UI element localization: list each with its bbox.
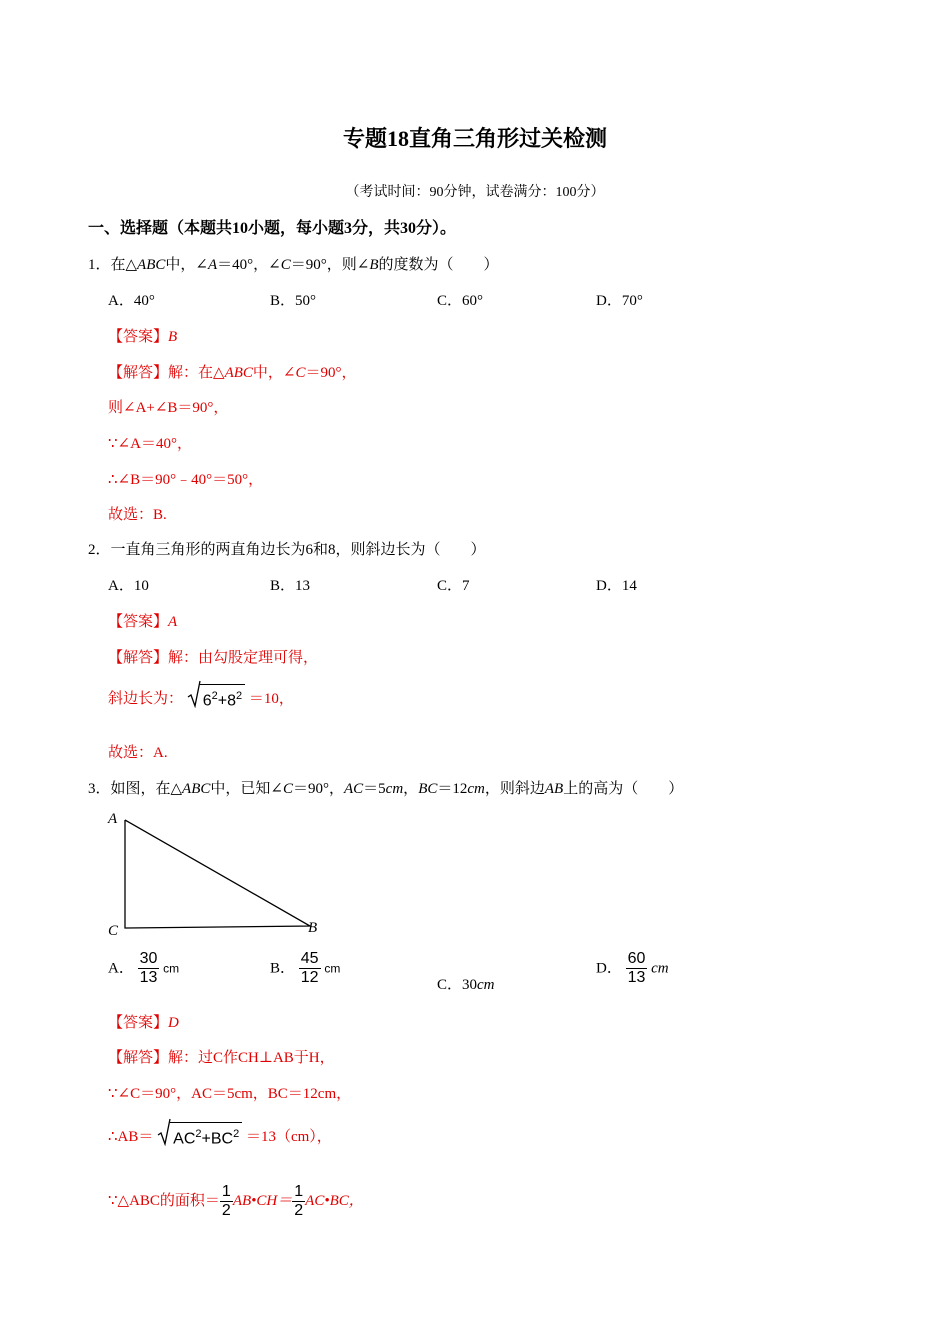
q1-option-c: C．60°	[437, 293, 484, 309]
vertex-c-label: C	[108, 923, 119, 939]
fraction: $\frac{30}{13}$	[139, 950, 158, 987]
q2-answer: 【答案】A	[108, 614, 178, 630]
q1-solution-line-2: 则∠A+∠B＝90°，	[108, 400, 229, 416]
q1-option-a: A．40°	[108, 293, 155, 309]
vertex-b-label: B	[308, 920, 318, 936]
q3-solution-line-2: ∵∠C＝90°，AC＝5cm，BC＝12cm，	[108, 1086, 352, 1102]
q3-solution-line-4: ∵△ABC的面积＝ $\frac{1}{2}$ AB•CH＝ $\frac{1}{2}$ AC•BC，	[108, 1183, 364, 1220]
q1-option-b: B．50°	[270, 293, 317, 309]
q3-answer: 【答案】D	[108, 1015, 179, 1031]
q1-option-d: D．70°	[596, 293, 643, 309]
q2-option-d: D．14	[596, 578, 637, 594]
q1-solution-line-5: 故选：B.	[108, 507, 167, 523]
vertex-a-label: A	[108, 811, 118, 827]
q2-solution-line-3: 故选：A.	[108, 745, 168, 761]
q1-solution-line-1: 【解答】解：在△ABC中，∠C＝90°，	[108, 365, 357, 381]
question-3-stem: 3．如图，在△ABC中，已知∠C＝90°，AC＝5cm，BC＝12cm，则斜边AB上的高为（ ）	[88, 781, 684, 797]
fraction: $\frac{60}{13}$	[627, 950, 646, 987]
fraction: $\frac{45}{12}$	[300, 950, 319, 987]
q2-solution-line-1: 【解答】解：由勾股定理可得，	[108, 650, 319, 666]
q1-answer: 【答案】B	[108, 329, 178, 345]
sqrt-expression: $AC^2+BC^2$	[157, 1122, 242, 1153]
fraction-half: $\frac{1}{2}$	[221, 1183, 231, 1220]
q1-solution-line-3: ∵∠A＝40°，	[108, 436, 192, 452]
q2-option-b: B．13	[270, 578, 311, 594]
section-heading: 一、选择题（本题共10小题，每小题3分，共30分）。	[88, 220, 457, 237]
question-1-stem: 1．在△ABC中，∠A＝40°，∠C＝90°，则∠B的度数为（ ）	[88, 257, 499, 273]
triangle-figure	[100, 805, 340, 945]
q2-solution-line-2: 斜边长为： $6^2+8^2 =10$，	[108, 684, 294, 715]
radical-sign-icon	[157, 1118, 171, 1146]
q3-option-d: D． $\frac{60}{13}$ cm	[596, 950, 669, 987]
q3-solution-line-1: 【解答】解：过C作CH⊥AB于H，	[108, 1050, 335, 1066]
q3-solution-line-3: ∴AB＝ $AC^2+BC^2 =13(cm)$，	[108, 1122, 332, 1153]
q2-option-a: A．10	[108, 578, 149, 594]
q3-option-b: B． $\frac{45}{12}$ cm	[270, 950, 341, 987]
fraction-half: $\frac{1}{2}$	[294, 1183, 304, 1220]
q3-option-a: A． $\frac{30}{13}$ cm	[108, 950, 180, 987]
q1-solution-line-4: ∴∠B＝90°﹣40°＝50°，	[108, 472, 264, 488]
triangle-outline	[125, 820, 310, 928]
page-title: 专题18直角三角形过关检测	[342, 126, 607, 151]
question-2-stem: 2．一直角三角形的两直角边长为6和8，则斜边长为（ ）	[88, 542, 486, 558]
exam-info: （考试时间：90分钟，试卷满分：100分）	[345, 185, 605, 200]
q3-option-c: C．30cm	[437, 977, 495, 993]
sqrt-expression: $6^2+8^2$	[187, 684, 245, 715]
q2-option-c: C．7	[437, 578, 470, 594]
radical-sign-icon	[187, 680, 201, 708]
